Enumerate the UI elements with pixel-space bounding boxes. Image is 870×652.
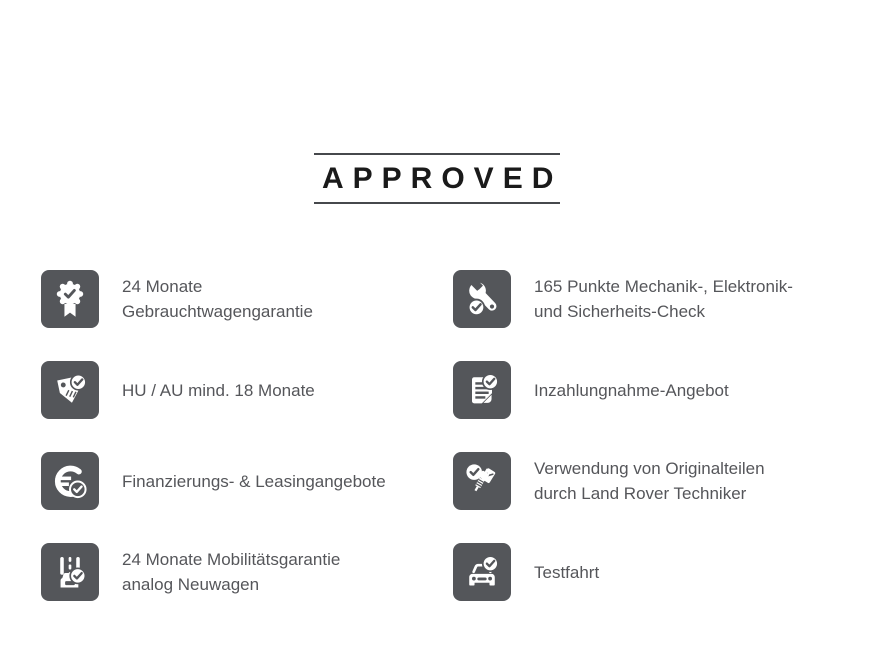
- feature-trade-in: [453, 361, 841, 419]
- test-drive-car-icon: [453, 543, 511, 601]
- approved-logo: [314, 153, 563, 204]
- feature-label: Verwendung von Originalteilen durch Land Rover Techniker: [534, 459, 765, 503]
- feature-hu-au: [41, 361, 453, 419]
- feature-label: Inzahlungnahme-Angebot: [534, 380, 729, 400]
- logo-bottom-rule: [314, 202, 560, 204]
- original-parts-sparkplug-icon: [453, 452, 511, 510]
- feature-grid: [41, 270, 841, 601]
- feature-label: 24 Monate Gebrauchtwagengarantie: [122, 277, 313, 321]
- feature-warranty: [41, 270, 453, 328]
- feature-label: 165 Punkte Mechanik-, Elektronik- und Sicherheits-Check: [534, 277, 793, 321]
- warranty-ribbon-icon: [41, 270, 99, 328]
- feature-label: HU / AU mind. 18 Monate: [122, 380, 315, 400]
- approved-title: APPROVED: [322, 162, 563, 195]
- mechanic-check-wrench-icon: [453, 270, 511, 328]
- feature-165-point-check: [453, 270, 841, 328]
- feature-label: 24 Monate Mobilitätsgarantie analog Neuwagen: [122, 550, 341, 594]
- mobility-road-icon: [41, 543, 99, 601]
- euro-finance-icon: [41, 452, 99, 510]
- feature-mobility: [41, 543, 453, 601]
- feature-label: Testfahrt: [534, 562, 600, 582]
- feature-label: Finanzierungs- & Leasingangebote: [122, 471, 386, 491]
- feature-financing: [41, 452, 453, 510]
- feature-original-parts: [453, 452, 841, 510]
- trade-in-document-icon: [453, 361, 511, 419]
- inspection-tag-icon: [41, 361, 99, 419]
- feature-test-drive: [453, 543, 841, 601]
